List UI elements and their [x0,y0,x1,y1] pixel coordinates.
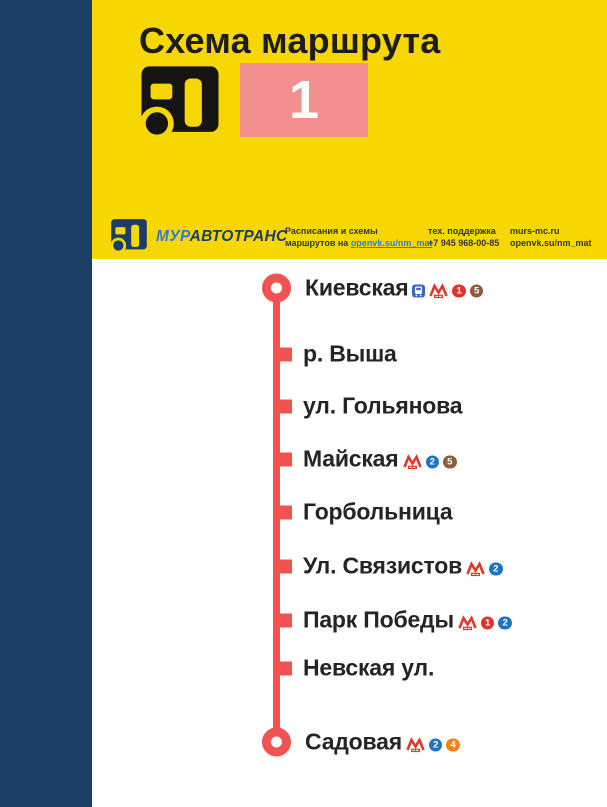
commuter-rail-icon [403,455,422,470]
route-badge: 1 [452,284,466,298]
stop-marker [273,347,292,361]
stop-name: Парк Победы [303,606,454,633]
site-url-1: murs-mc.ru [510,226,560,236]
stop-name: р. Выша [303,340,397,367]
left-stripe [0,0,92,807]
route-stop [273,446,457,473]
stop-name: Киевская [305,274,409,301]
route-badge: 4 [446,738,460,752]
brand-bar [92,216,607,259]
route-stop [273,341,397,368]
stop-name: Майская [303,445,399,472]
poster-title: Схема маршрута [139,20,441,61]
route-stop [273,499,452,526]
stop-icons [399,455,457,470]
terminal-stop-marker [262,728,291,757]
train-icon [412,285,425,298]
commuter-rail-icon [458,616,477,631]
stop-icons [462,562,503,577]
stop-marker [273,661,292,675]
site-url-2: openvk.su/nm_mat [510,237,592,248]
stop-name: ул. Гольянова [303,392,463,419]
header [92,0,607,259]
stop-name: Ул. Связистов [303,552,463,579]
bus-icon [136,64,224,144]
route-stop [273,655,434,682]
schedules-line2 [285,238,432,250]
schedules-info [285,226,432,249]
stop-name: Садовая [305,728,402,755]
stop-name: Невская ул. [303,654,435,681]
schedules-line2-prefix: маршрутов на [285,237,351,248]
route-badge: 2 [426,455,440,469]
brand-name-part1: МУР [156,228,190,245]
route-number: 1 [288,70,320,130]
commuter-rail-icon [429,284,448,299]
support-info [428,226,499,249]
sites-info [510,226,592,249]
commuter-rail-icon [466,562,485,577]
route-badge: 2 [429,738,443,752]
brand-name [156,228,288,246]
route-stop [262,274,483,303]
stop-marker [273,559,292,573]
stop-icons [402,738,460,753]
stop-marker [273,505,292,519]
schedules-line1: Расписания и схемы [285,226,378,236]
brand-bus-icon [109,218,149,255]
route-badge: 2 [498,616,512,630]
route-stop [273,553,503,580]
route-badge: 1 [481,616,495,630]
route-badge: 2 [489,562,503,576]
stop-marker [273,399,292,413]
route-stop [262,728,460,757]
terminal-stop-marker [262,274,291,303]
stop-marker [273,452,292,466]
stop-name: Горбольница [303,498,453,525]
route-badge: 5 [470,284,484,298]
route-stop [273,393,462,420]
stop-icons [454,616,512,631]
route-stop [273,607,512,634]
stop-icons [408,284,483,299]
stop-marker [273,613,292,627]
brand-name-part2: АВТОТРАНС [189,228,288,245]
route-badge: 5 [443,455,457,469]
route-number-box [240,63,368,137]
support-label: тех. поддержка [428,226,496,236]
schedules-link[interactable]: openvk.su/nm_mat [350,237,433,248]
support-phone: +7 945 968-00-85 [428,237,500,248]
commuter-rail-icon [406,738,425,753]
